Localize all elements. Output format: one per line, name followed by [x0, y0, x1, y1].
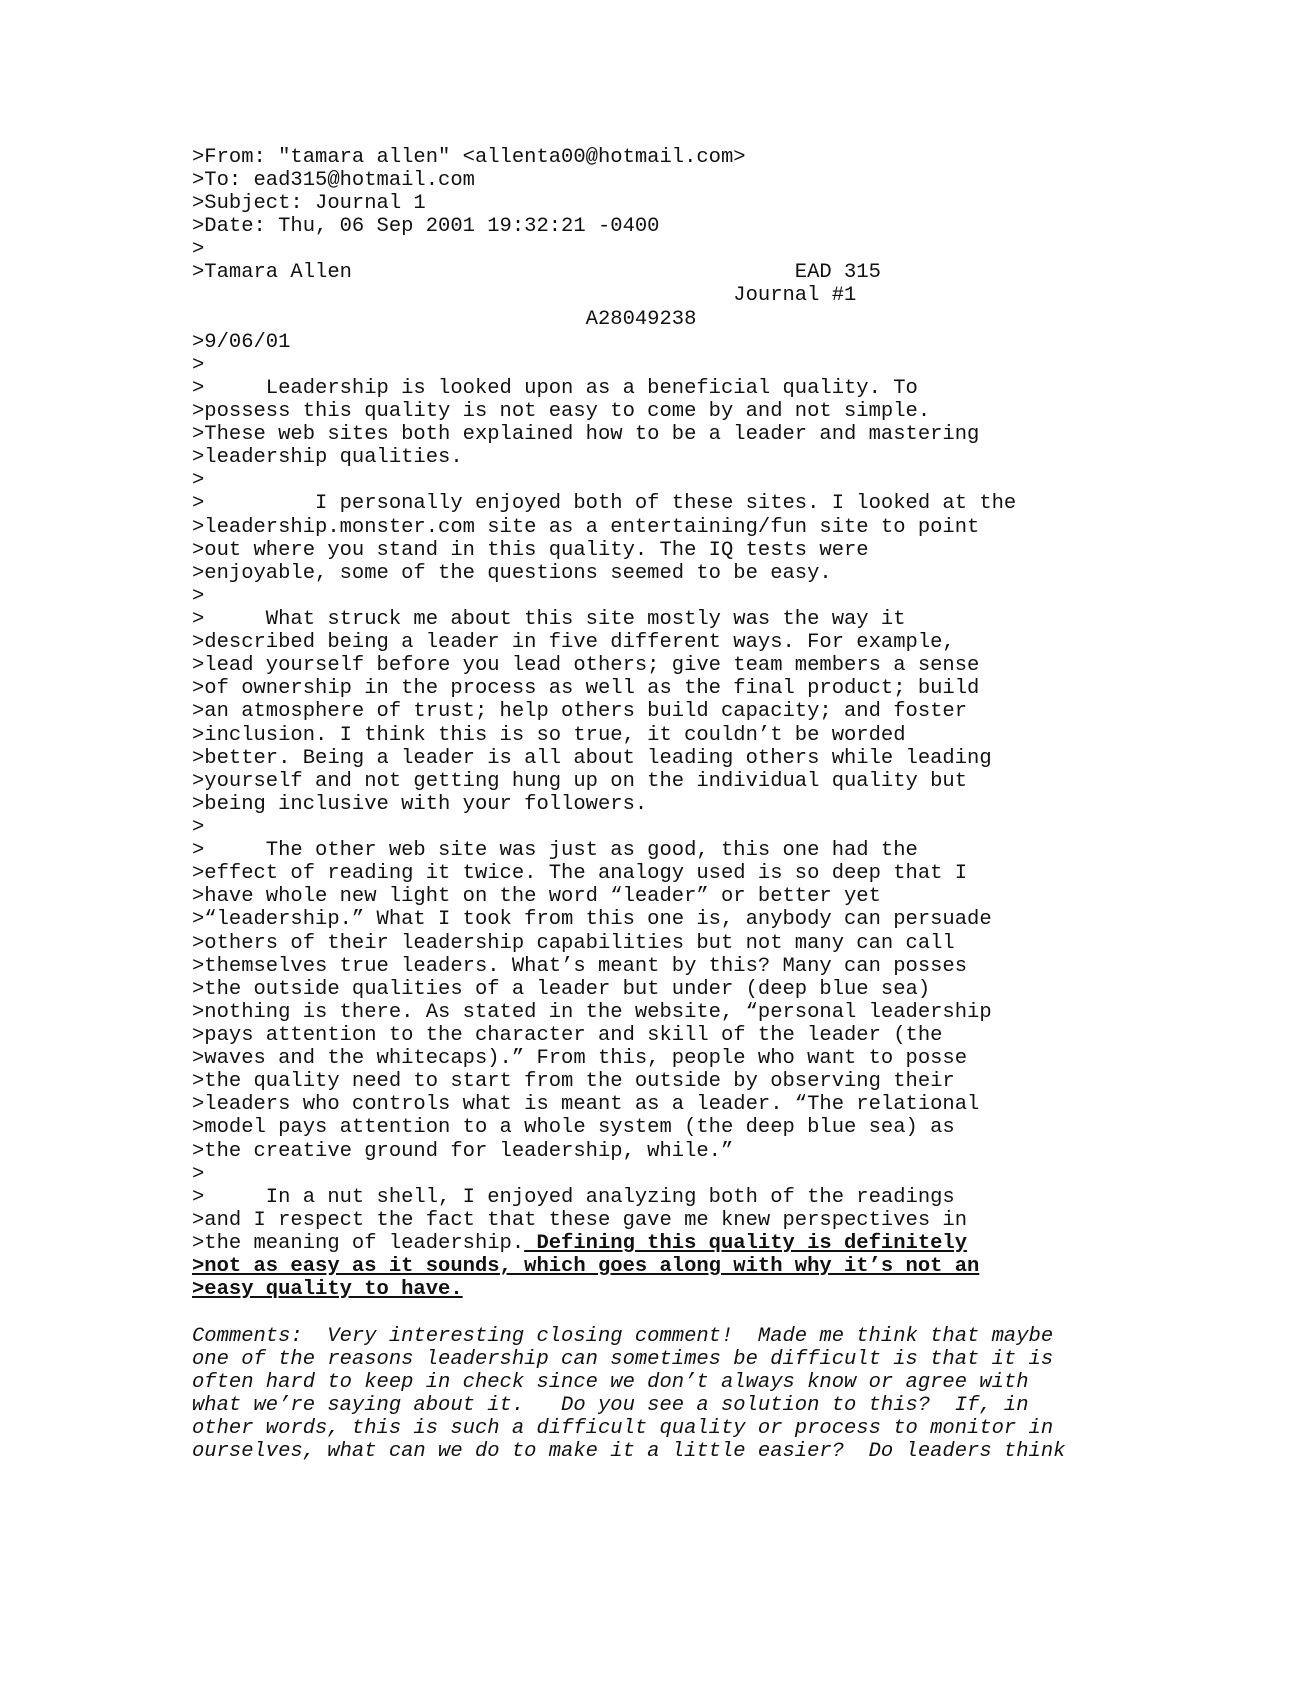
email-line: >themselves true leaders. What’s meant by this? Many can posses [192, 955, 968, 978]
email-line: > [192, 354, 205, 377]
email-line: >better. Being a leader is all about leading others while leading [192, 747, 992, 770]
email-line: >These web sites both explained how to be a leader and mastering [192, 423, 980, 446]
email-line: >model pays attention to a whole system (the deep blue sea) as [192, 1116, 955, 1139]
email-line: >nothing is there. As stated in the website, “personal leadership [192, 1001, 992, 1024]
email-line: >the quality need to start from the outside by observing their [192, 1070, 955, 1093]
comment-line: what we’re saying about it. Do you see a solution to this? If, in [192, 1394, 1029, 1417]
email-line: >waves and the whitecaps).” From this, people who want to posse [192, 1047, 968, 1070]
email-line: >being inclusive with your followers. [192, 793, 648, 816]
comment-line: one of the reasons leadership can sometimes be difficult is that it is [192, 1348, 1054, 1371]
email-line: > [192, 1163, 205, 1186]
comment-line: ourselves, what can we do to make it a little easier? Do leaders think [192, 1440, 1066, 1463]
email-line: > In a nut shell, I enjoyed analyzing both of the readings [192, 1186, 955, 1209]
email-line: >inclusion. I think this is so true, it couldn’t be worded [192, 724, 906, 747]
email-line: > [192, 585, 205, 608]
email-line: >9/06/01 [192, 331, 291, 354]
email-line: >out where you stand in this quality. The IQ tests were [192, 539, 869, 562]
email-line: >Subject: Journal 1 [192, 192, 426, 215]
email-line: A28049238 [192, 308, 697, 331]
email-line: >enjoyable, some of the questions seemed to be easy. [192, 562, 832, 585]
email-line: > What struck me about this site mostly was the way it [192, 608, 906, 631]
email-line: >From: "tamara allen" <allenta00@hotmail.com> [192, 146, 746, 169]
email-line: >effect of reading it twice. The analogy used is so deep that I [192, 862, 968, 885]
email-line-plain-part: >the meaning of leadership. [192, 1232, 525, 1255]
email-line: >have whole new light on the word “leader” or better yet [192, 885, 881, 908]
email-line-mixed [192, 1232, 967, 1256]
email-line: >possess this quality is not easy to come by and not simple. [192, 400, 931, 423]
email-line: > Leadership is looked upon as a beneficial quality. To [192, 377, 918, 400]
email-line: > [192, 816, 205, 839]
comment-line: Comments: Very interesting closing comment! Made me think that maybe [192, 1325, 1054, 1348]
email-line-emphasis [192, 1278, 463, 1302]
comment-line: other words, this is such a difficult quality or process to monitor in [192, 1417, 1054, 1440]
email-line: >of ownership in the process as well as the final product; build [192, 677, 980, 700]
email-line: >pays attention to the character and skill of the leader (the [192, 1024, 943, 1047]
email-line: >yourself and not getting hung up on the individual quality but [192, 770, 968, 793]
email-line: >leaders who controls what is meant as a leader. “The relational [192, 1093, 980, 1116]
email-emphasis-text: >not as easy as it sounds, which goes along with why it’s not an [192, 1255, 980, 1278]
email-line: Journal #1 [192, 284, 857, 307]
email-line: >“leadership.” What I took from this one is, anybody can persuade [192, 908, 992, 931]
comment-line: often hard to keep in check since we don’t always know or agree with [192, 1371, 1029, 1394]
email-line: >and I respect the fact that these gave me knew perspectives in [192, 1209, 968, 1232]
email-line: > [192, 469, 205, 492]
email-emphasis-text: >easy quality to have. [192, 1278, 463, 1301]
email-line: >leadership.monster.com site as a entertaining/fun site to point [192, 516, 980, 539]
email-line: > I personally enjoyed both of these sites. I looked at the [192, 492, 1017, 515]
email-line: >lead yourself before you lead others; give team members a sense [192, 654, 980, 677]
email-line: >To: ead315@hotmail.com [192, 169, 475, 192]
email-line: >an atmosphere of trust; help others build capacity; and foster [192, 700, 968, 723]
email-line: >the outside qualities of a leader but under (deep blue sea) [192, 978, 931, 1001]
email-line: >others of their leadership capabilities but not many can call [192, 932, 955, 955]
email-line: > The other web site was just as good, this one had the [192, 839, 918, 862]
email-line: >described being a leader in five different ways. For example, [192, 631, 955, 654]
email-line-emphasis-part: Defining this quality is definitely [524, 1232, 968, 1255]
email-line-emphasis [192, 1255, 979, 1279]
email-line: >Tamara Allen EAD 315 [192, 261, 881, 284]
email-line: >the creative ground for leadership, while.” [192, 1140, 734, 1163]
email-line: >Date: Thu, 06 Sep 2001 19:32:21 -0400 [192, 215, 660, 238]
email-line: > [192, 238, 205, 261]
email-line: >leadership qualities. [192, 446, 463, 469]
